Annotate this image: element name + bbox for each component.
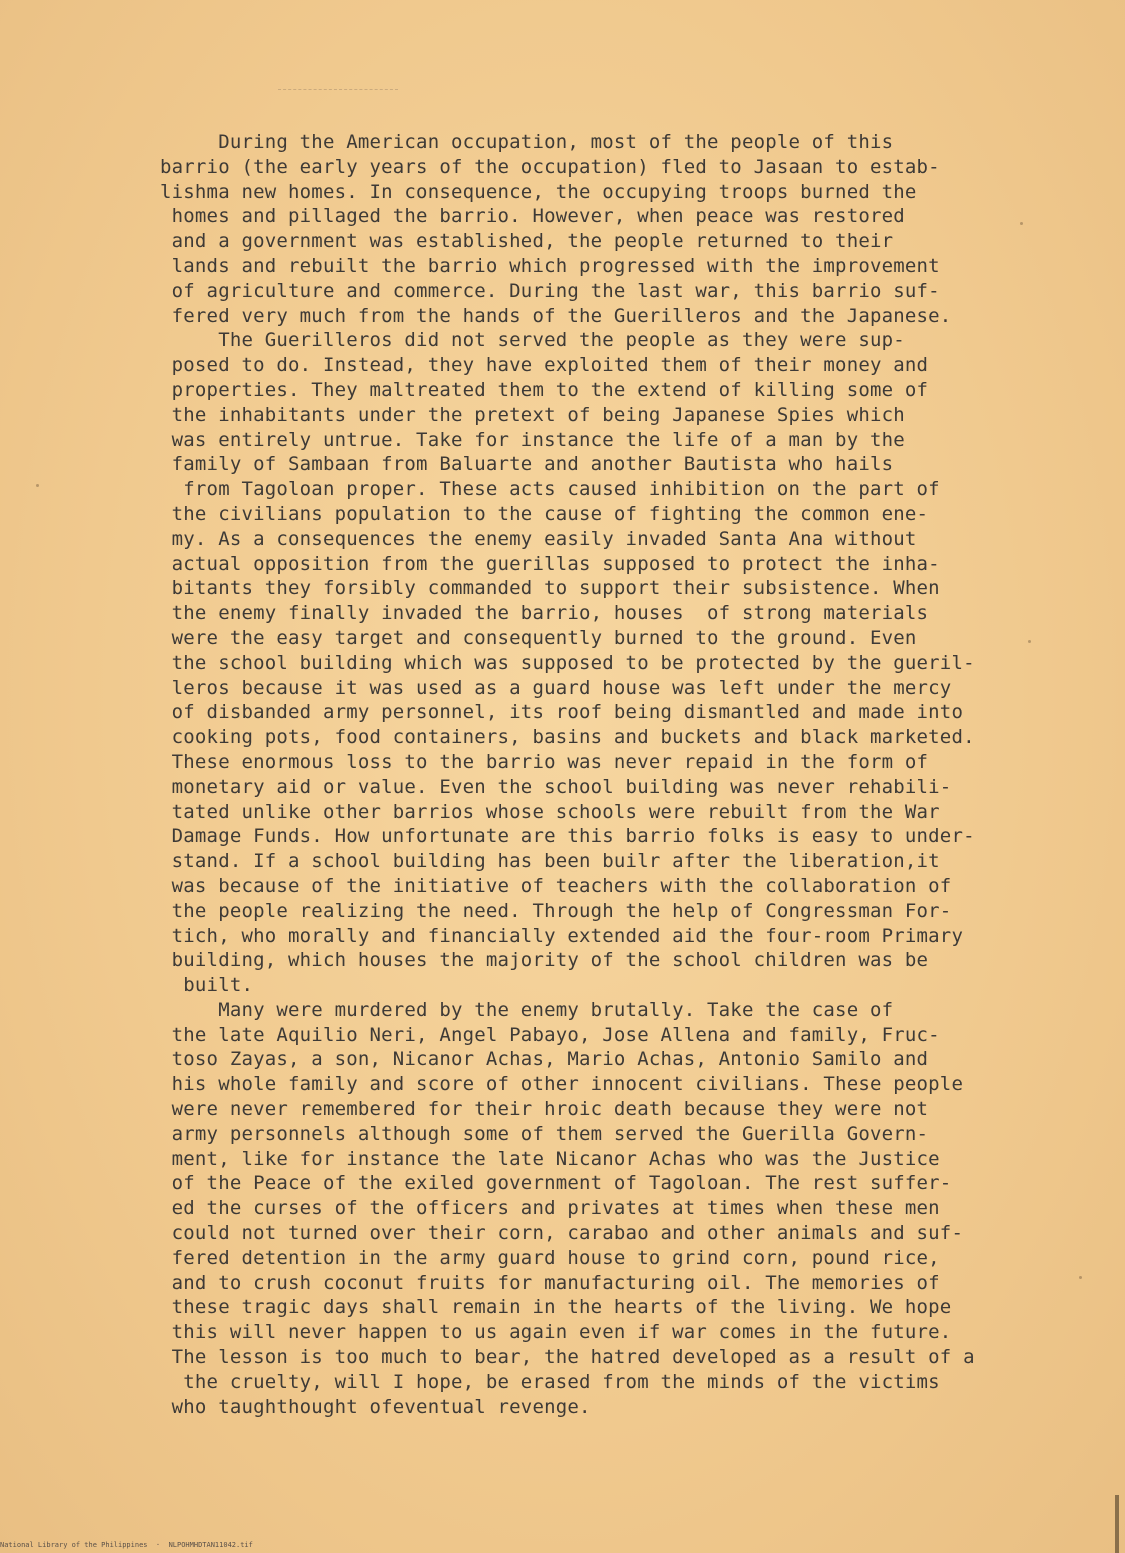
text-line: from Tagoloan proper. These acts caused inhibition on the part of	[160, 478, 940, 501]
text-line: fered detention in the army guard house to grind corn, pound rice,	[160, 1246, 940, 1269]
text-line: tich, who morally and financially extended aid the four-room Primary	[160, 924, 964, 947]
text-line: built.	[160, 974, 254, 997]
text-line: of the Peace of the exiled government of Tagoloan. The rest suffer-	[160, 1172, 952, 1195]
archive-footer: National Library of the Philippines · NLPOHMHDTAN11042.tif	[0, 1541, 253, 1549]
text-line: ed the curses of the officers and privates at times when these men	[160, 1197, 940, 1220]
text-line: properties. They maltreated them to the extend of killing some of	[160, 378, 929, 401]
text-line: building, which houses the majority of the school children was be	[160, 949, 929, 972]
text-line: my. As a consequences the enemy easily invaded Santa Ana without	[160, 527, 917, 550]
text-line: leros because it was used as a guard house was left under the mercy	[160, 676, 952, 699]
text-line: actual opposition from the guerillas supposed to protect the inha-	[160, 552, 940, 575]
text-line: army personnels although some of them served the Guerilla Govern-	[160, 1122, 929, 1145]
text-line: the enemy finally invaded the barrio, houses of strong materials	[160, 602, 929, 625]
text-line: these tragic days shall remain in the hearts of the living. We hope	[160, 1296, 952, 1319]
faint-header-rule	[278, 89, 398, 90]
text-line: cooking pots, food containers, basins and buckets and black marketed.	[160, 726, 975, 749]
text-line: his whole family and score of other innocent civilians. These people	[160, 1073, 964, 1096]
text-line: and to crush coconut fruits for manufacturing oil. The memories of	[160, 1271, 940, 1294]
text-line: posed to do. Instead, they have exploited them of their money and	[160, 354, 929, 377]
text-line: the people realizing the need. Through the help of Congressman For-	[160, 899, 952, 922]
text-line: Many were murdered by the enemy brutally. Take the case of	[160, 998, 894, 1021]
text-line: were never remembered for their hroic death because they were not	[160, 1098, 929, 1121]
text-line: the school building which was supposed to be protected by the gueril-	[160, 651, 975, 674]
text-line: family of Sambaan from Baluarte and another Bautista who hails	[160, 453, 894, 476]
text-line: homes and pillaged the barrio. However, when peace was restored	[160, 205, 905, 228]
text-line: ment, like for instance the late Nicanor Achas who was the Justice	[160, 1147, 940, 1170]
text-line: lishma new homes. In consequence, the occupying troops burned the	[160, 180, 917, 203]
text-line: bitants they forsibly commanded to support their subsistence. When	[160, 577, 940, 600]
text-line: These enormous loss to the barrio was never repaid in the form of	[160, 750, 929, 773]
text-line: the late Aquilio Neri, Angel Pabayo, Jose Allena and family, Fruc-	[160, 1023, 940, 1046]
text-line: and a government was established, the people returned to their	[160, 230, 894, 253]
text-line: tated unlike other barrios whose schools were rebuilt from the War	[160, 800, 940, 823]
text-line: fered very much from the hands of the Guerilleros and the Japanese.	[160, 304, 952, 327]
text-line: stand. If a school building has been builr after the liberation,it	[160, 850, 940, 873]
text-line: was because of the initiative of teachers with the collaboration of	[160, 874, 952, 897]
text-line: the cruelty, will I hope, be erased from the minds of the victims	[160, 1370, 940, 1393]
text-line: During the American occupation, most of the people of this	[160, 131, 894, 153]
paper-speck	[1020, 222, 1023, 225]
text-line: Damage Funds. How unfortunate are this barrio folks is easy to under-	[160, 825, 975, 848]
text-line: of agriculture and commerce. During the last war, this barrio suf-	[160, 279, 940, 302]
text-line: monetary aid or value. Even the school building was never rehabili-	[160, 775, 952, 798]
paper-speck	[1028, 640, 1031, 643]
text-line: was entirely untrue. Take for instance the life of a man by the	[160, 428, 905, 451]
text-line: lands and rebuilt the barrio which progressed with the improvement	[160, 254, 940, 277]
text-line: barrio (the early years of the occupation) fled to Jasaan to estab-	[160, 155, 940, 178]
text-line: were the easy target and consequently burned to the ground. Even	[160, 626, 917, 649]
paper-speck	[36, 484, 39, 487]
text-line: this will never happen to us again even if war comes in the future.	[160, 1321, 952, 1344]
text-line: the civilians population to the cause of fighting the common ene-	[160, 502, 929, 525]
text-line: the inhabitants under the pretext of being Japanese Spies which	[160, 403, 905, 426]
text-line: The lesson is too much to bear, the hatred developed as a result of a	[160, 1346, 975, 1369]
text-line: could not turned over their corn, carabao and other animals and suf-	[160, 1222, 964, 1245]
text-line: toso Zayas, a son, Nicanor Achas, Mario Achas, Antonio Samilo and	[160, 1048, 929, 1071]
text-line: The Guerilleros did not served the people as they were sup-	[160, 329, 905, 352]
typed-body-text	[160, 130, 1040, 1419]
text-line: of disbanded army personnel, its roof being dismantled and made into	[160, 701, 964, 724]
paper-speck	[1079, 1276, 1082, 1279]
scan-edge-mark	[1115, 1495, 1119, 1553]
text-line: who taughthought ofeventual revenge.	[160, 1395, 591, 1418]
